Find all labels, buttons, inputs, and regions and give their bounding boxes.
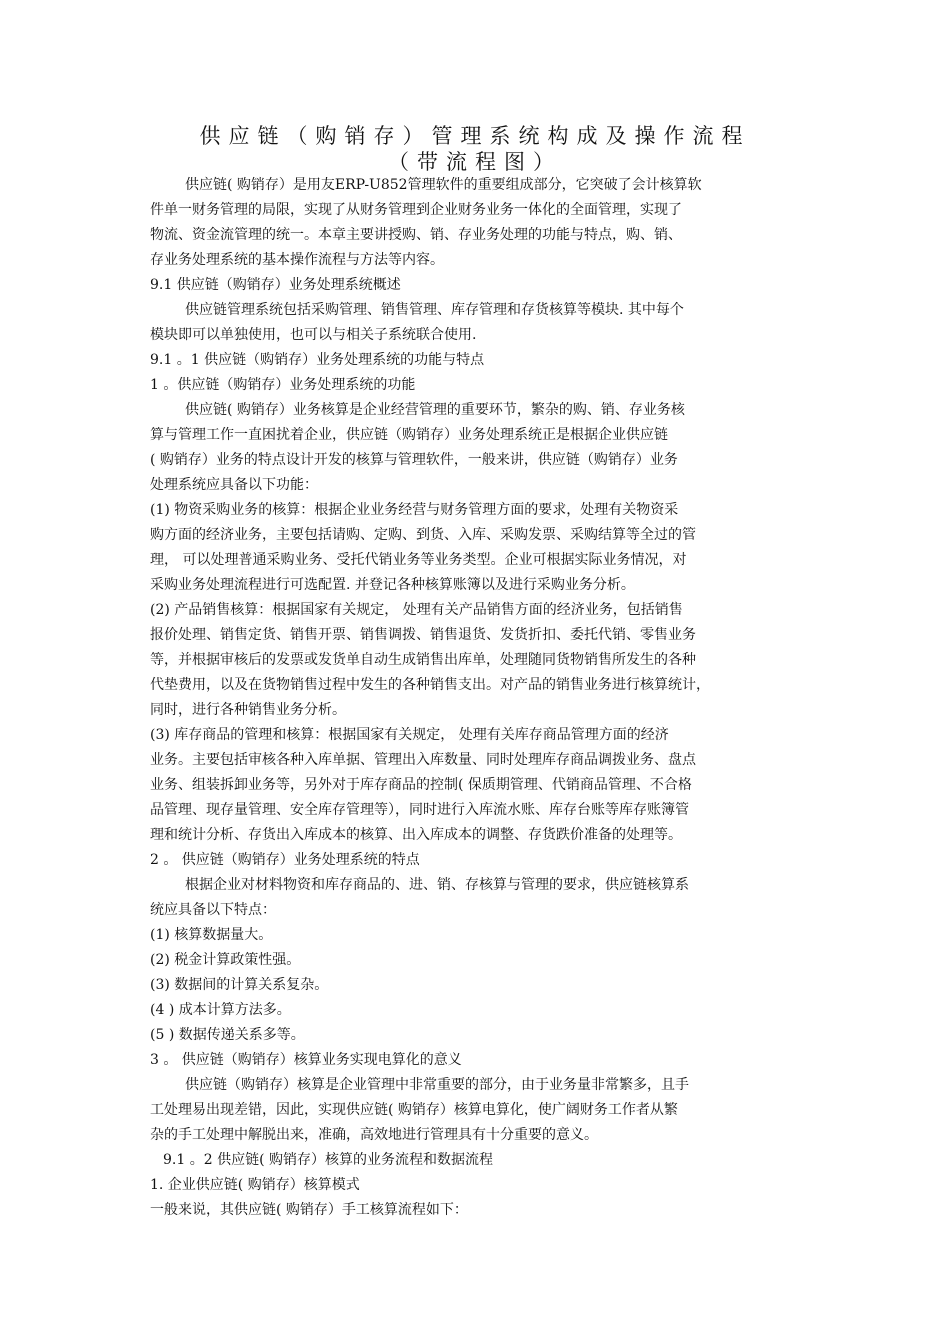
list-item-line: 代垫费用，以及在货物销售过程中发生的各种销售支出。对产品的销售业务进行核算统计， <box>150 677 710 693</box>
list-item-line: 报价处理、销售定货、销售开票、销售调拨、销售退货、发货折扣、委托代销、零售业务 <box>150 627 696 643</box>
section-heading: 9.1 。1 供应链（购销存）业务处理系统的功能与特点 <box>150 352 485 368</box>
doc-subtitle: （带流程图） <box>388 150 562 174</box>
paragraph-line: 供应链管理系统包括采购管理、销售管理、库存管理和存货核算等模块. 其中每个 <box>185 302 684 318</box>
list-item-line: 同时，进行各种销售业务分析。 <box>150 702 346 718</box>
paragraph-line: 工处理易出现差错，因此，实现供应链( 购销存）核算电算化，使广阔财务工作者从繁 <box>150 1102 678 1118</box>
section-heading: 9.1 供应链（购销存）业务处理系统概述 <box>150 277 401 293</box>
paragraph-line: 供应链（购销存）核算是企业管理中非常重要的部分，由于业务量非常繁多，且手 <box>185 1077 689 1093</box>
list-item-line: 业务、组装拆卸业务等，另外对于库存商品的控制( 保质期管理、代销商品管理、不合格 <box>150 777 692 793</box>
paragraph-line: 算与管理工作一直困扰着企业，供应链（购销存）业务处理系统正是根据企业供应链 <box>150 427 668 443</box>
doc-title: 供应链（购销存）管理系统构成及操作流程 <box>199 124 751 148</box>
paragraph-line: 杂的手工处理中解脱出来，准确，高效地进行管理具有十分重要的意义。 <box>150 1127 598 1143</box>
list-item-line: 品管理、现存量管理、安全库存管理等），同时进行入库流水账、库存台账等库存账簿管 <box>150 802 689 818</box>
list-item-line: 理和统计分析、存货出入库成本的核算、出入库成本的调整、存货跌价准备的处理等。 <box>150 827 682 843</box>
paragraph-line: 根据企业对材料物资和库存商品的、进、销、存核算与管理的要求，供应链核算系 <box>185 877 689 893</box>
paragraph-line: 统应具备以下特点： <box>150 902 276 918</box>
paragraph-line: ( 购销存）业务的特点设计开发的核算与管理软件，一般来讲，供应链（购销存）业务 <box>150 452 678 468</box>
section-heading: 2 。 供应链（购销存）业务处理系统的特点 <box>150 852 420 868</box>
list-item-line: (3) 数据间的计算关系复杂。 <box>150 977 329 993</box>
list-item-line: (1) 物资采购业务的核算：根据企业业务经营与财务管理方面的要求，处理有关物资采 <box>150 502 679 518</box>
paragraph-line: 供应链( 购销存）业务核算是企业经营管理的重要环节，繁杂的购、销、存业务核 <box>185 402 685 418</box>
paragraph-line: 供应链( 购销存）是用友ERP-U852管理软件的重要组成部分，它突破了会计核算软 <box>185 177 702 193</box>
list-item-line: 理， 可以处理普通采购业务、受托代销业务等业务类型。企业可根据实际业务情况，对 <box>150 552 687 568</box>
section-heading: 1 。供应链（购销存）业务处理系统的功能 <box>150 377 416 393</box>
list-item-line: 等，并根据审核后的发票或发货单自动生成销售出库单，处理随同货物销售所发生的各种 <box>150 652 696 668</box>
section-heading: 3 。 供应链（购销存）核算业务实现电算化的意义 <box>150 1052 462 1068</box>
list-item-line: (1) 核算数据量大。 <box>150 927 273 943</box>
paragraph-line: 处理系统应具备以下功能： <box>150 477 318 493</box>
list-item-line: 购方面的经济业务，主要包括请购、定购、到货、入库、采购发票、采购结算等全过的管 <box>150 527 696 543</box>
list-item-line: (3) 库存商品的管理和核算：根据国家有关规定， 处理有关库存商品管理方面的经济 <box>150 727 669 743</box>
section-heading: 1. 企业供应链( 购销存）核算模式 <box>150 1177 360 1193</box>
list-item-line: 采购业务处理流程进行可选配置. 并登记各种核算账簿以及进行采购业务分析。 <box>150 577 635 593</box>
list-item-line: (2) 产品销售核算：根据国家有关规定， 处理有关产品销售方面的经济业务，包括销售 <box>150 602 683 618</box>
list-item-line: (2) 税金计算政策性强。 <box>150 952 301 968</box>
section-heading: 9.1 。2 供应链( 购销存）核算的业务流程和数据流程 <box>163 1152 493 1168</box>
list-item-line: 业务。主要包括审核各种入库单据、管理出入库数量、同时处理库存商品调拨业务、盘点 <box>150 752 696 768</box>
paragraph-line: 件单一财务管理的局限，实现了从财务管理到企业财务业务一体化的全面管理，实现了 <box>150 202 682 218</box>
paragraph-line: 一般来说，其供应链( 购销存）手工核算流程如下： <box>150 1202 468 1218</box>
list-item-line: (5 ) 数据传递关系多等。 <box>150 1027 305 1043</box>
paragraph-line: 模块即可以单独使用，也可以与相关子系统联合使用. <box>150 327 477 343</box>
paragraph-line: 存业务处理系统的基本操作流程与方法等内容。 <box>150 252 444 268</box>
list-item-line: (4 ) 成本计算方法多。 <box>150 1002 291 1018</box>
paragraph-line: 物流、资金流管理的统一。本章主要讲授购、销、存业务处理的功能与特点，购、销、 <box>150 227 682 243</box>
